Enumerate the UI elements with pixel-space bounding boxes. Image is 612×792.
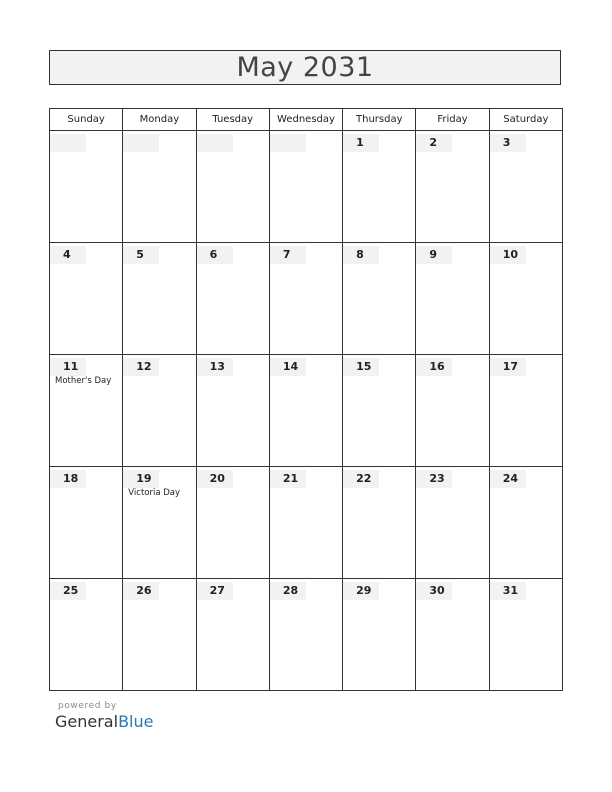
brand-general-text: General xyxy=(55,712,119,731)
day-cell[interactable] xyxy=(196,579,269,691)
day-cell[interactable] xyxy=(416,243,489,355)
day-number: 8 xyxy=(343,246,379,264)
day-number: 20 xyxy=(197,470,233,488)
day-number: 17 xyxy=(490,358,526,376)
day-number: 31 xyxy=(490,582,526,600)
day-cell[interactable] xyxy=(416,131,489,243)
day-number: 4 xyxy=(50,246,86,264)
day-cell[interactable] xyxy=(489,355,562,467)
day-number: 2 xyxy=(416,134,452,152)
day-number: 18 xyxy=(50,470,86,488)
day-number: 27 xyxy=(197,582,233,600)
day-number: 12 xyxy=(123,358,159,376)
day-number xyxy=(123,134,159,152)
day-number: 10 xyxy=(490,246,526,264)
day-cell[interactable] xyxy=(343,243,416,355)
calendar-body xyxy=(50,131,563,691)
day-number: 19 xyxy=(123,470,159,488)
day-cell[interactable] xyxy=(416,355,489,467)
day-cell[interactable] xyxy=(123,243,196,355)
weekday-saturday: Saturday xyxy=(489,109,562,131)
day-number xyxy=(197,134,233,152)
day-cell[interactable] xyxy=(50,355,123,467)
weekday-wednesday: Wednesday xyxy=(269,109,342,131)
day-cell[interactable] xyxy=(123,355,196,467)
day-cell[interactable] xyxy=(50,243,123,355)
day-cell[interactable] xyxy=(489,467,562,579)
day-number: 30 xyxy=(416,582,452,600)
holiday-label: Victoria Day xyxy=(128,488,181,498)
weekday-friday: Friday xyxy=(416,109,489,131)
day-cell[interactable] xyxy=(50,467,123,579)
day-cell[interactable] xyxy=(50,579,123,691)
day-cell[interactable] xyxy=(489,579,562,691)
day-number: 22 xyxy=(343,470,379,488)
day-number: 15 xyxy=(343,358,379,376)
day-cell[interactable] xyxy=(123,467,196,579)
day-cell[interactable] xyxy=(269,467,342,579)
day-cell[interactable] xyxy=(269,243,342,355)
week-row xyxy=(50,467,563,579)
week-row xyxy=(50,243,563,355)
calendar-grid xyxy=(49,108,563,691)
day-cell[interactable] xyxy=(50,131,123,243)
day-cell[interactable] xyxy=(196,131,269,243)
day-number: 14 xyxy=(270,358,306,376)
day-number: 7 xyxy=(270,246,306,264)
brand-blue-text: Blue xyxy=(118,712,154,731)
day-number: 13 xyxy=(197,358,233,376)
calendar-title: May 2031 xyxy=(49,50,561,85)
weekday-monday: Monday xyxy=(123,109,196,131)
day-cell[interactable] xyxy=(123,131,196,243)
day-number: 16 xyxy=(416,358,452,376)
day-cell[interactable] xyxy=(196,467,269,579)
day-cell[interactable] xyxy=(343,467,416,579)
weekday-header-row xyxy=(50,109,563,131)
day-cell[interactable] xyxy=(269,355,342,467)
day-number: 21 xyxy=(270,470,306,488)
day-number: 6 xyxy=(197,246,233,264)
day-number: 5 xyxy=(123,246,159,264)
day-number: 9 xyxy=(416,246,452,264)
day-number: 11 xyxy=(50,358,86,376)
week-row xyxy=(50,131,563,243)
generalblue-logo[interactable] xyxy=(55,712,153,731)
day-cell[interactable] xyxy=(343,355,416,467)
day-number: 28 xyxy=(270,582,306,600)
day-number xyxy=(50,134,86,152)
day-number: 25 xyxy=(50,582,86,600)
day-cell[interactable] xyxy=(416,467,489,579)
day-cell[interactable] xyxy=(123,579,196,691)
day-number: 24 xyxy=(490,470,526,488)
day-cell[interactable] xyxy=(196,243,269,355)
weekday-sunday: Sunday xyxy=(50,109,123,131)
day-cell[interactable] xyxy=(343,579,416,691)
day-number: 3 xyxy=(490,134,526,152)
day-number: 23 xyxy=(416,470,452,488)
day-number xyxy=(270,134,306,152)
day-number: 29 xyxy=(343,582,379,600)
day-cell[interactable] xyxy=(489,243,562,355)
powered-by-label: powered by xyxy=(58,701,117,711)
day-cell[interactable] xyxy=(489,131,562,243)
day-number: 1 xyxy=(343,134,379,152)
day-cell[interactable] xyxy=(196,355,269,467)
weekday-thursday: Thursday xyxy=(343,109,416,131)
day-cell[interactable] xyxy=(416,579,489,691)
week-row xyxy=(50,579,563,691)
day-cell[interactable] xyxy=(269,579,342,691)
week-row xyxy=(50,355,563,467)
day-number: 26 xyxy=(123,582,159,600)
day-cell[interactable] xyxy=(343,131,416,243)
weekday-tuesday: Tuesday xyxy=(196,109,269,131)
day-cell[interactable] xyxy=(269,131,342,243)
holiday-label: Mother's Day xyxy=(55,376,112,386)
